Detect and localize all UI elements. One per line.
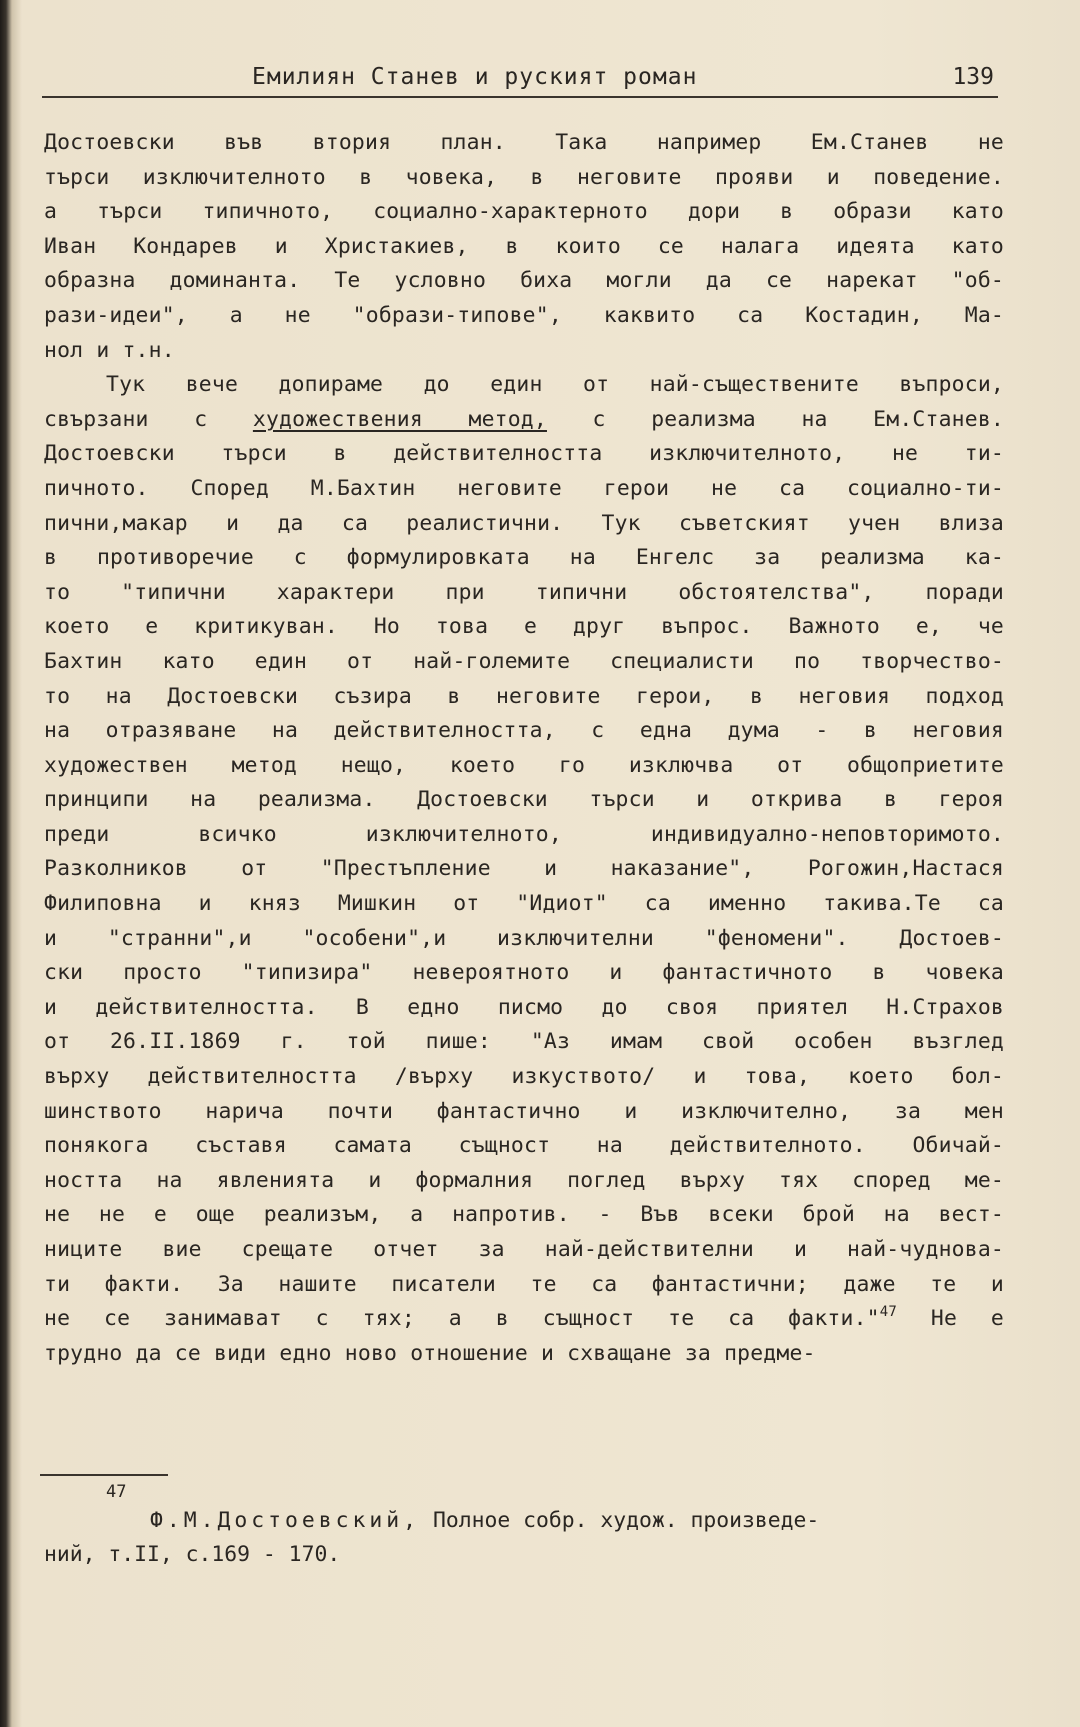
- text-line: преди всичко изключителното, индивидуално-неповторимото.: [44, 821, 1004, 847]
- text-line: Иван Кондарев и Христакиев, в които се налага идеята като: [44, 233, 1004, 259]
- text-line: художествен метод нещо, което го изключва от общоприетите: [44, 752, 1004, 778]
- text-line: търси изключителното в човека, в неговите прояви и поведение.: [44, 164, 1004, 190]
- footnote-divider: [40, 1474, 168, 1476]
- text-line: Разколников от "Престъпление и наказание", Рогожин,Настася: [44, 856, 1004, 882]
- text-line: трудно да се види едно ново отношение и схващане за предме-: [44, 1340, 816, 1366]
- text-line: [44, 1302, 1004, 1337]
- paragraph-1: [44, 126, 1004, 368]
- text-fragment: Не е: [897, 1306, 1004, 1332]
- text-line: не не е още реализъм, а напротив. - Във всеки брой на вест-: [44, 1202, 1004, 1228]
- text-line: Филиповна и княз Мишкин от "Идиот" са именно такива.Те са: [44, 891, 1004, 917]
- text-line: [44, 403, 1004, 438]
- text-fragment: с реализма на Ем.Станев.: [546, 406, 1004, 432]
- footnote-text: Полное собр. худож. произведе-: [420, 1508, 820, 1533]
- footnote-reference[interactable]: 47: [879, 1304, 897, 1321]
- paragraph-2: [44, 368, 1004, 1371]
- text-fragment: не се занимават с тях; а в същност те са факти.": [44, 1306, 880, 1332]
- footnote-number: 47: [106, 1482, 127, 1502]
- text-line: Бахтин като един от най-големите специалисти по творчество-: [44, 648, 1004, 674]
- text-line: пични,макар и да са реалистични. Тук съветският учен влиза: [44, 510, 1004, 536]
- underlined-phrase: художествения метод,: [252, 406, 547, 432]
- footnote-author: Ф.М.Достоевский,: [150, 1508, 421, 1533]
- text-line: от 26.II.1869 г. той пише: "Аз имам свой особен възглед: [44, 1029, 1004, 1055]
- text-line: образна доминанта. Те условно биха могли да се нарекат "об-: [44, 268, 1004, 294]
- footnote-line: ний, т.II, с.169 - 170.: [44, 1542, 341, 1567]
- text-line: и "странни",и "особени",и изключителни "феномени". Достоев-: [44, 925, 1004, 951]
- page-number: 139: [952, 64, 994, 90]
- text-line: ти факти. За нашите писатели те са фантастични; даже те и: [44, 1271, 1004, 1297]
- text-line: върху действителността /върху изкуството/ и това, което бол-: [44, 1064, 1004, 1090]
- text-line: понякога съставя самата същност на действителното. Обичай-: [44, 1133, 1004, 1159]
- text-line: пичното. Според М.Бахтин неговите герои не са социално-ти-: [44, 475, 1004, 501]
- text-line: нол и т.н.: [44, 337, 175, 363]
- text-line: шинството нарича почти фантастично и изключително, за мен: [44, 1098, 1004, 1124]
- paragraph-2-lines: [44, 437, 1004, 1302]
- running-title: Емилиян Станев и руският роман: [252, 64, 698, 90]
- text-line: рази-идеи", а не "образи-типове", каквито са Костадин, Ма-: [44, 302, 1004, 328]
- text-line: ността на явленията и формалния поглед върху тях според ме-: [44, 1167, 1004, 1193]
- text-line: и действителността. В едно писмо до своя приятел Н.Страхов: [44, 994, 1004, 1020]
- text-line: Достоевски във втория план. Така например Ем.Станев не: [44, 130, 1004, 155]
- text-line: ски просто "типизира" невероятното и фантастичното в човека: [44, 960, 1004, 986]
- text-line: на отразяване на действителността, с една дума - в неговия: [44, 718, 1004, 744]
- text-line: принципи на реализма. Достоевски търси и открива в героя: [44, 787, 1004, 813]
- footnote: [44, 1482, 1004, 1572]
- text-line: в противоречие с формулировката на Енгелс за реализма ка-: [44, 545, 1004, 571]
- text-line: то "типични характери при типични обстоятелства", поради: [44, 579, 1004, 605]
- text-line: то на Достоевски съзира в неговите герои, в неговия подход: [44, 683, 1004, 709]
- text-line: което е критикуван. Но това е друг въпрос. Важното е, че: [44, 614, 1004, 640]
- page-header: [42, 58, 998, 98]
- text-line: ниците вие срещате отчет за най-действителни и най-чуднова-: [44, 1237, 1004, 1262]
- text-line: Достоевски търси в действителността изключителното, не ти-: [44, 441, 1004, 467]
- text-line: Тук вече допираме до един от най-съществените въпроси,: [106, 372, 1004, 398]
- body-text: [44, 126, 1004, 1371]
- text-line: а търси типичното, социално-характерното дори в образи като: [44, 199, 1004, 225]
- footnote-line: [44, 1504, 1004, 1538]
- text-fragment: свързани с: [44, 406, 253, 432]
